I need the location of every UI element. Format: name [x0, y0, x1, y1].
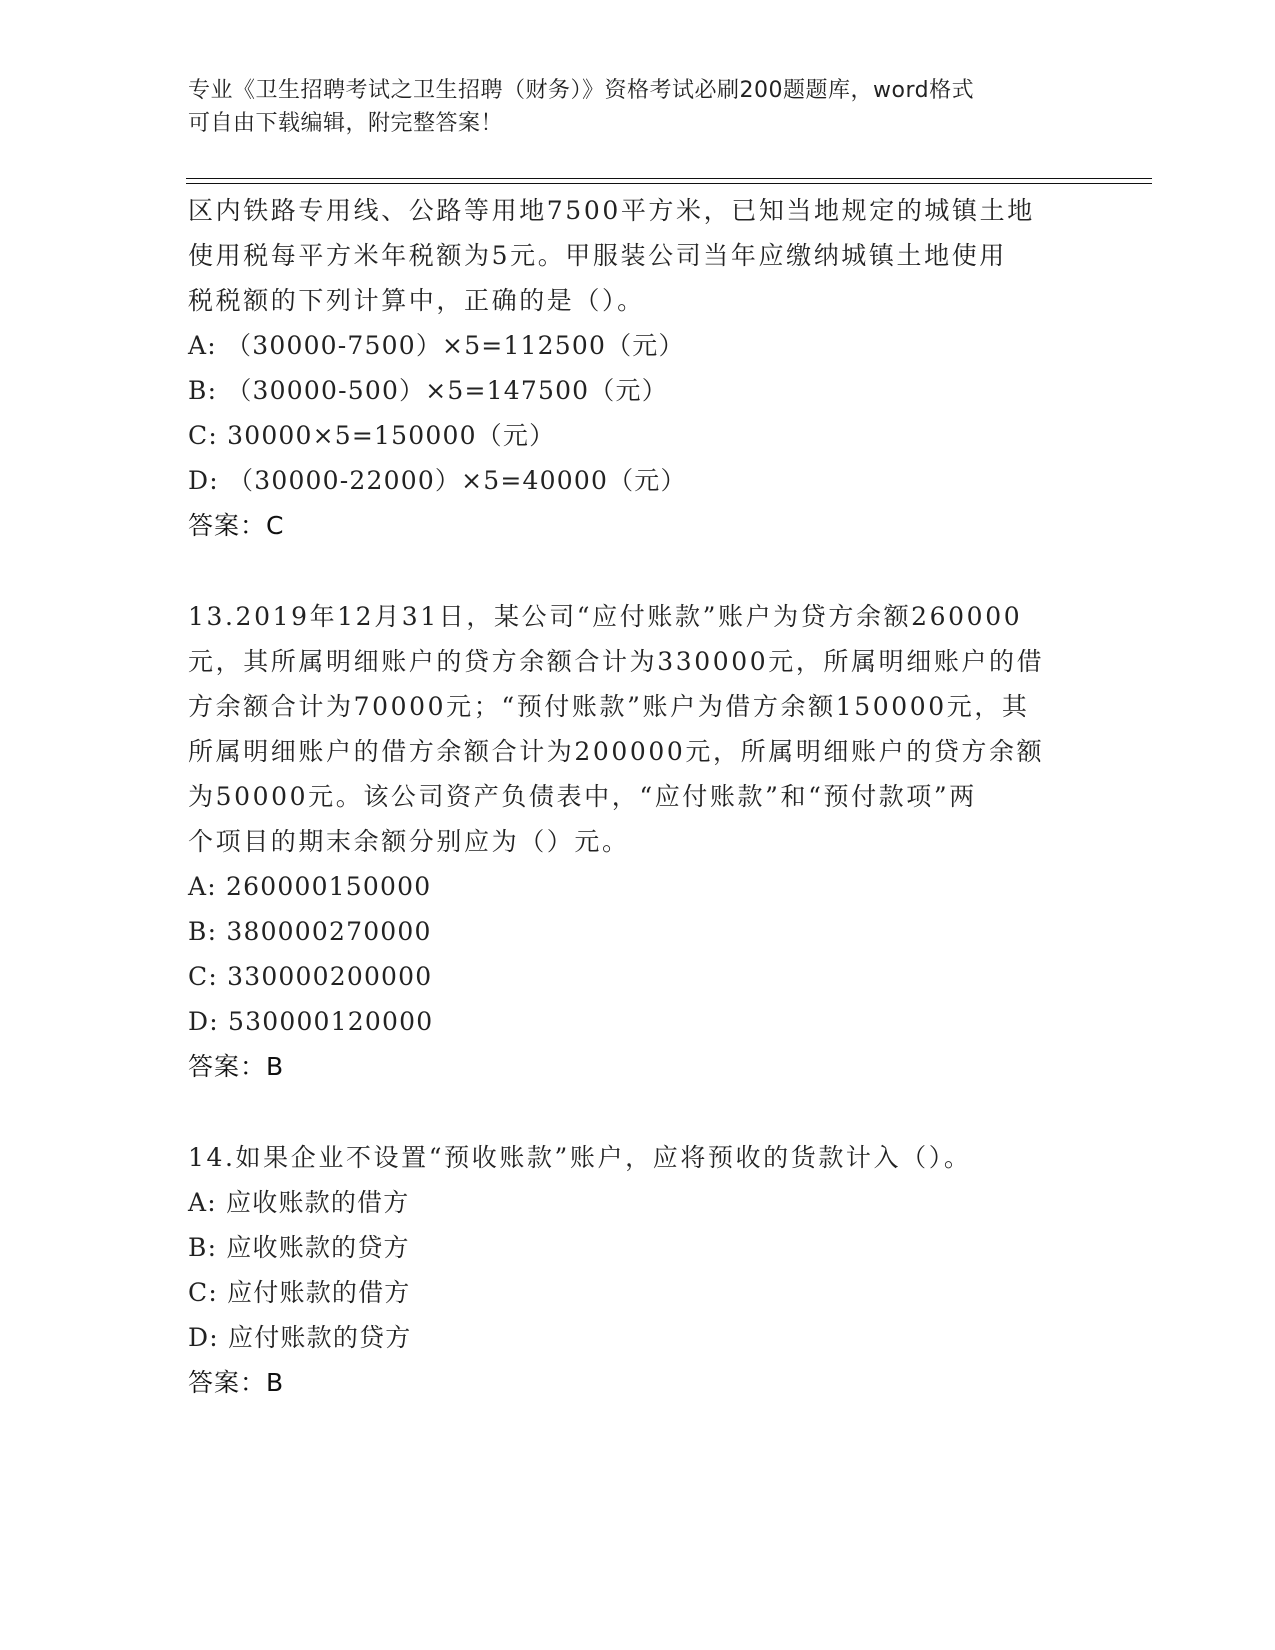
question-14: [188, 1135, 1088, 1405]
option-text: 应付账款的借方: [227, 1278, 411, 1307]
option-letter: C:: [188, 962, 218, 991]
option-letter: C:: [188, 1278, 218, 1307]
option-b: [188, 368, 1088, 413]
option-d: [188, 458, 1088, 503]
header-line-2: 可自由下载编辑，附完整答案！: [188, 111, 504, 136]
answer-line: 答案：C: [188, 511, 285, 540]
question-text-line: 13.2019年12月31日，某公司“应付账款”账户为贷方余额260000: [188, 602, 1023, 631]
option-text: 30000×5=150000（元）: [227, 421, 556, 450]
option-a: [188, 323, 1088, 368]
question-text-line: 方余额合计为70000元；“预付账款”账户为借方余额150000元，其: [188, 692, 1030, 721]
option-letter: D:: [188, 466, 219, 495]
option-d: [188, 999, 1088, 1044]
answer-line: 答案：B: [188, 1052, 285, 1081]
question-text-line: 所属明细账户的借方余额合计为200000元，所属明细账户的贷方余额: [188, 737, 1045, 766]
question-12: [188, 188, 1088, 548]
option-c: [188, 954, 1088, 999]
option-text: 530000120000: [228, 1007, 434, 1036]
option-text: （30000-7500）×5=112500（元）: [226, 331, 685, 360]
option-d: [188, 1315, 1088, 1360]
option-text: 应付账款的贷方: [228, 1323, 412, 1352]
document-header: [188, 74, 1068, 140]
option-letter: D:: [188, 1007, 219, 1036]
question-text-line: 区内铁路专用线、公路等用地7500平方米，已知当地规定的城镇土地: [188, 196, 1035, 225]
option-letter: A:: [188, 872, 217, 901]
header-divider-top: [186, 178, 1152, 179]
header-divider-bottom: [186, 183, 1152, 184]
question-text-line: 使用税每平方米年税额为5元。甲服装公司当年应缴纳城镇土地使用: [188, 241, 1007, 270]
question-text-line: 税税额的下列计算中，正确的是（）。: [188, 286, 645, 315]
option-letter: D:: [188, 1323, 219, 1352]
answer-line: 答案：B: [188, 1368, 285, 1397]
option-letter: B:: [188, 917, 218, 946]
question-13: [188, 594, 1088, 1089]
question-text-line: 14.如果企业不设置“预收账款”账户，应将预收的货款计入（）。: [188, 1143, 972, 1172]
option-text: 330000200000: [227, 962, 433, 991]
option-text: 380000270000: [226, 917, 432, 946]
option-letter: B:: [188, 376, 218, 405]
option-letter: B:: [188, 1233, 218, 1262]
option-letter: A:: [188, 1188, 217, 1217]
option-text: 260000150000: [226, 872, 432, 901]
question-list: [188, 188, 1088, 1405]
option-a: [188, 1180, 1088, 1225]
option-a: [188, 864, 1088, 909]
option-letter: C:: [188, 421, 218, 450]
option-b: [188, 1225, 1088, 1270]
option-text: （30000-22000）×5=40000（元）: [228, 466, 687, 495]
question-text-line: 元，其所属明细账户的贷方余额合计为330000元，所属明细账户的借: [188, 647, 1045, 676]
option-text: （30000-500）×5=147500（元）: [226, 376, 668, 405]
option-b: [188, 909, 1088, 954]
option-letter: A:: [188, 331, 217, 360]
question-text-line: 为50000元。该公司资产负债表中，“应付账款”和“预付款项”两: [188, 782, 977, 811]
option-c: [188, 413, 1088, 458]
header-line-1: 专业《卫生招聘考试之卫生招聘（财务）》资格考试必刷200题题库，word格式: [188, 78, 975, 103]
option-c: [188, 1270, 1088, 1315]
option-text: 应收账款的借方: [226, 1188, 410, 1217]
option-text: 应收账款的贷方: [226, 1233, 410, 1262]
question-text-line: 个项目的期末余额分别应为（）元。: [188, 827, 630, 856]
